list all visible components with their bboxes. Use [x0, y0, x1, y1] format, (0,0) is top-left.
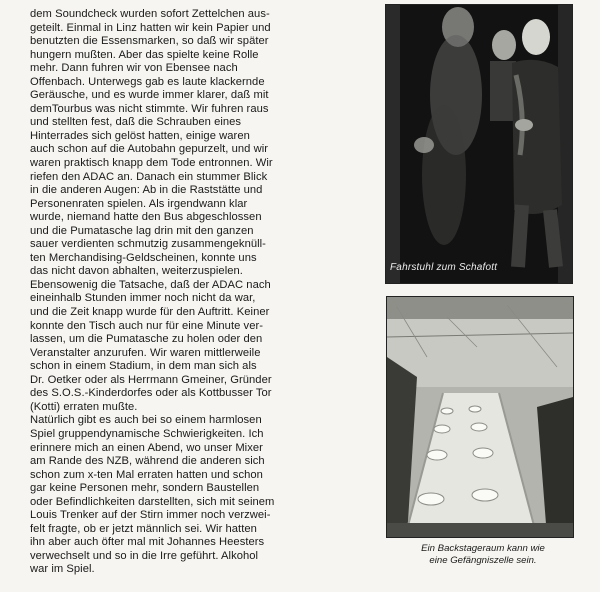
text-line: ihn aber auch öfter mal mit Johannes Heesters [30, 536, 265, 549]
text-line: und die Zeit knapp wurde für den Auftritt. Keiner [30, 306, 270, 319]
elevator-caption: Fahrstuhl zum Schafott [390, 262, 498, 273]
text-line: am Rande des NZB, während die anderen sich [30, 455, 265, 468]
text-line: Personenraten spielen. Als irgendwann klar [30, 197, 248, 210]
article-text [30, 8, 368, 577]
text-line: Ebensowenig die Tatsache, daß der ADAC nach [30, 278, 271, 291]
photo-elevator [385, 4, 573, 284]
text-line: in die anderen Augen: Ab in die Raststätte und [30, 184, 263, 197]
text-line: oder Befindlichkeiten darstellten, sich mit seinem [30, 495, 275, 508]
text-line: war im Spiel. [30, 563, 95, 576]
text-line: benutzten die Essensmarken, so daß wir später [30, 35, 269, 48]
text-line: verwechselt und so in die Irre geführt. Alkohol [30, 549, 259, 562]
text-line: Hinterrades sich gelöst hatten, einige waren [30, 129, 250, 142]
text-line: sauer verdienten schmutzig zusammengeknüll- [30, 238, 266, 251]
text-line: und die Pumatasche lag drin mit den ganzen [30, 224, 254, 237]
text-line: erinnere mich an einen Abend, wo unser Mixer [30, 441, 263, 454]
text-line: Spiel gruppendynamische Schwierigkeiten. Ich [30, 427, 264, 440]
text-line: gar keine Personen mehr, sondern Baustellen [30, 482, 260, 495]
text-line: mehr. Dann fuhren wir von Ebensee nach [30, 62, 238, 75]
text-line: schon zum x-ten Mal erraten hatten und schon [30, 468, 263, 481]
text-line: eineinhalb Stunden immer noch nicht da war, [30, 292, 256, 305]
caption-line: eine Gefängniszelle sein. [429, 554, 537, 566]
backstage-photo-image [387, 297, 573, 537]
text-line: riefen den ADAC an. Danach ein stummer Blick [30, 170, 268, 183]
text-line: des S.O.S.-Kinderdorfes oder als Kottbusser Tor [30, 387, 272, 400]
text-line: Natürlich gibt es auch bei so einem harmlosen [30, 414, 262, 427]
text-line: Dr. Oetker oder als Herrmann Gmeiner, Gründer [30, 373, 272, 386]
elevator-photo-image [386, 5, 572, 283]
text-line: hungern mußten. Aber das spielte keine Rolle [30, 48, 259, 61]
text-line: und stellten fest, daß die Schrauben eines [30, 116, 242, 129]
text-line: Louis Trenker auf der Stirn immer noch verzwei- [30, 509, 271, 522]
text-line: dem Soundcheck wurden sofort Zettelchen aus- [30, 8, 270, 20]
text-line: konnte den Tisch auch nur für eine Minute ver- [30, 319, 264, 332]
text-line: demTourbus was nicht stimmte. Wir fuhren raus [30, 102, 269, 115]
text-line: geteilt. Einmal in Linz hatten wir kein Papier und [30, 21, 271, 34]
text-line: lassen, um die Pumatasche zu holen oder den [30, 333, 263, 346]
caption-line: Ein Backstageraum kann wie [421, 543, 545, 554]
text-line: schon in einem Stadium, in dem man sich als [30, 360, 257, 373]
text-line: Veranstalter anzurufen. Wir waren mittlerweile [30, 346, 261, 359]
text-line: felt fragte, ob er jetzt männlich sei. Wir hatten [30, 522, 257, 535]
text-line: das nicht davon abhalten, weiterzuspielen. [30, 265, 243, 278]
backstage-caption [388, 543, 578, 567]
text-line: ten Merchandising-Geldscheinen, konnte uns [30, 251, 257, 264]
photo-backstage [386, 296, 574, 538]
text-line: (Kotti) erraten mußte. [30, 400, 138, 413]
text-line: waren praktisch knapp dem Tode entronnen. Wir [30, 157, 273, 170]
text-line: wurde, niemand hatte den Bus abgeschlossen [30, 211, 262, 224]
text-line: auch schon auf die Autobahn gepurzelt, und wir [30, 143, 269, 156]
text-line: Geräusche, und es wurde immer klarer, daß mit [30, 89, 269, 102]
text-line: Offenbach. Unterwegs gab es laute klackernde [30, 75, 265, 88]
